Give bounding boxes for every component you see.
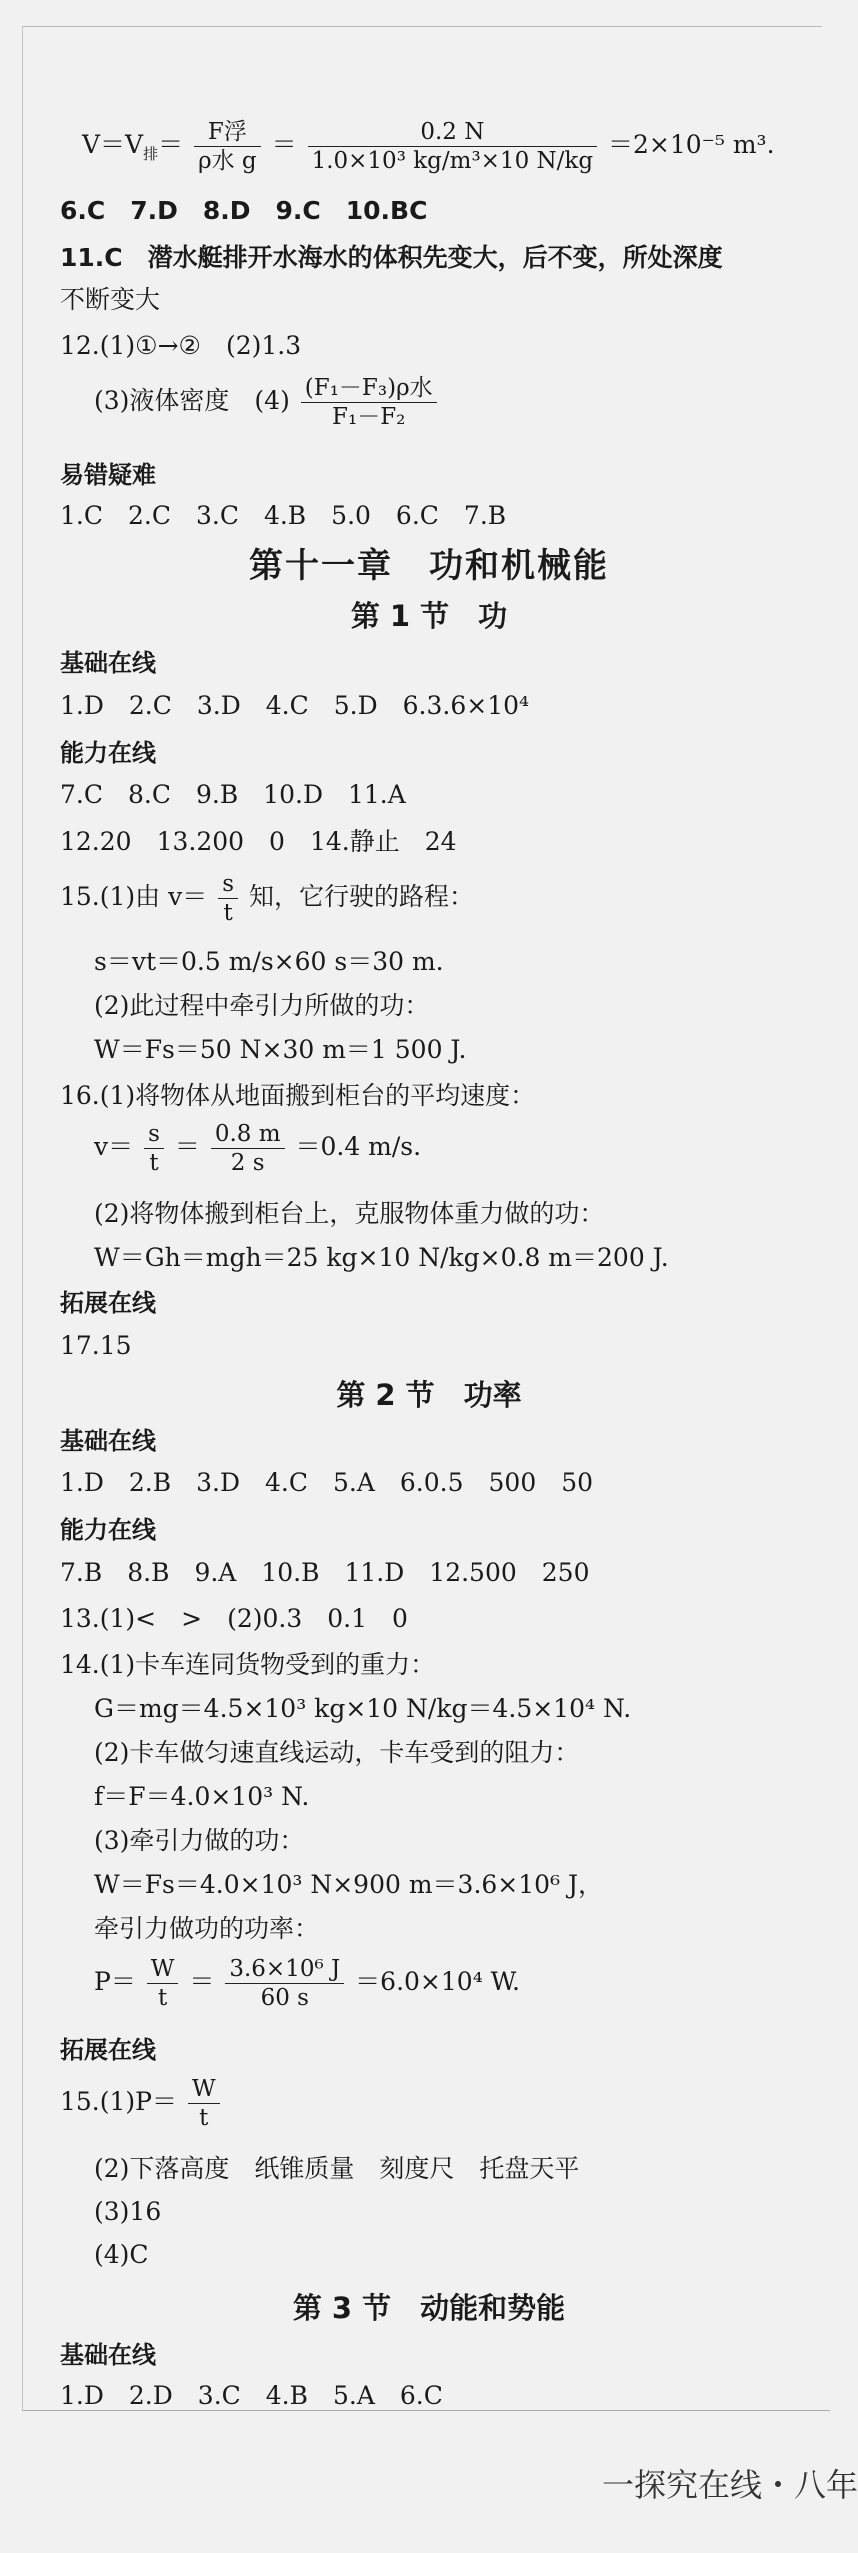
fraction-wt: $\frac{W}{t}$ bbox=[147, 1955, 179, 2012]
answer-17: 17.15 bbox=[60, 1331, 132, 1360]
heading-basic-1: 基础在线 bbox=[60, 649, 156, 677]
s1-basic-answers: 1.D 2.C 3.D 4.C 5.D 6.3.6×10⁴ bbox=[60, 691, 530, 720]
footer-book-title: 一探究在线・八年 bbox=[601, 2466, 858, 2504]
answer-15-line3: (2)此过程中牵引力所做的功： bbox=[94, 991, 430, 1020]
answer-14-line5: (3)牵引力做的功： bbox=[94, 1826, 305, 1855]
answer-15-s2-line2: (2)下落高度 纸锥质量 刻度尺 托盘天平 bbox=[94, 2154, 580, 2183]
answer-14-line3: (2)卡车做匀速直线运动，卡车受到的阻力： bbox=[94, 1738, 580, 1767]
answer-14-line1: 14.(1)卡车连同货物受到的重力： bbox=[60, 1650, 436, 1679]
heading-ability-1: 能力在线 bbox=[60, 739, 156, 767]
heading-ability-2: 能力在线 bbox=[60, 1516, 156, 1544]
answer-15-s2-line3: (3)16 bbox=[94, 2197, 162, 2226]
answer-14-line4: f＝F＝4.0×10³ N. bbox=[94, 1782, 310, 1811]
fraction-values: $\frac{0.2 N}{\text{1.0×10³ kg/m³×10 N/kg}}$ bbox=[308, 118, 597, 175]
heading-basic-2: 基础在线 bbox=[60, 1427, 156, 1455]
fraction-power: $\frac{\text{3.6×10⁶ J}}{60 s}$ bbox=[225, 1955, 344, 2012]
top-rule bbox=[22, 26, 822, 27]
answer-16-line3: (2)将物体搬到柜台上，克服物体重力做的功： bbox=[94, 1199, 605, 1228]
fraction-st: $\frac{s}{t}$ bbox=[144, 1120, 164, 1177]
fraction-p: $\frac{W}{t}$ bbox=[188, 2075, 220, 2132]
heading-basic-3: 基础在线 bbox=[60, 2341, 156, 2369]
answer-11-line2: 不断变大 bbox=[60, 285, 161, 314]
answer-15-s2-line4: (4)C bbox=[94, 2240, 149, 2269]
answers-6-10: 6.C 7.D 8.D 9.C 10.BC bbox=[60, 196, 428, 225]
fraction-buoyancy: $\frac{\text{F浮}}{\text{ρ水 g}}$ bbox=[194, 118, 261, 175]
answer-15-line2: s＝vt＝0.5 m/s×60 s＝30 m. bbox=[94, 947, 444, 976]
fraction-v: $\frac{s}{t}$ bbox=[218, 870, 238, 927]
answer-16-line2: v＝ $\frac{s}{t}$ ＝ $\frac{0.8 m}{2 s}$ ＝0.4 m/s. bbox=[94, 1121, 422, 1176]
left-rule bbox=[22, 26, 23, 2411]
answer-14-line7: 牵引力做功的功率： bbox=[94, 1914, 320, 1943]
answer-12-line2: (3)液体密度 (4) $\frac{\text{(F₁－F₃)ρ水}}{\text{F₁－F₂}}$ bbox=[94, 374, 440, 431]
answer-15-line1: 15.(1)由 v＝ $\frac{s}{t}$ 知，它行驶的路程： bbox=[60, 871, 474, 926]
fraction-density: $\frac{\text{(F₁－F₃)ρ水}}{\text{F₁－F₂}}$ bbox=[301, 374, 437, 431]
answer-16-line4: W＝Gh＝mgh＝25 kg×10 N/kg×0.8 m＝200 J. bbox=[94, 1243, 669, 1272]
answer-13: 13.(1)< > (2)0.3 0.1 0 bbox=[60, 1604, 408, 1633]
s3-basic-answers: 1.D 2.D 3.C 4.B 5.A 6.C bbox=[60, 2381, 443, 2410]
section-3-title: 第 3 节 动能和势能 bbox=[292, 2291, 566, 2325]
answer-15-s2-line1: 15.(1)P＝ $\frac{W}{t}$ bbox=[60, 2075, 223, 2132]
answer-14-line8: P＝ $\frac{W}{t}$ ＝ $\frac{\text{3.6×10⁶ J}}{60 s}$ ＝6.0×10⁴ W. bbox=[94, 1956, 520, 2011]
volume-formula: $V=V_排=$ $\frac{\text{F浮}}{\text{ρ水 g}}$ ＝ $\frac{0.2 N}{\text{1.0×10³ kg/m³×10 N/kg}}$ ＝2×10⁻⁵ m³. bbox=[82, 119, 775, 174]
answer-16-line1: 16.(1)将物体从地面搬到柜台的平均速度： bbox=[60, 1081, 536, 1110]
answer-14-line2: G＝mg＝4.5×10³ kg×10 N/kg＝4.5×10⁴ N. bbox=[94, 1694, 632, 1723]
s2-basic-answers: 1.D 2.B 3.D 4.C 5.A 6.0.5 500 50 bbox=[60, 1468, 594, 1497]
s1-ability-answers-2: 12.20 13.200 0 14.静止 24 bbox=[60, 827, 457, 856]
heading-extend-2: 拓展在线 bbox=[60, 2036, 156, 2064]
section-1-title: 第 1 节 功 bbox=[350, 599, 508, 633]
error-prone-answers: 1.C 2.C 3.C 4.B 5.0 6.C 7.B bbox=[60, 501, 507, 530]
s1-ability-answers-1: 7.C 8.C 9.B 10.D 11.A bbox=[60, 780, 406, 809]
fraction-0-8m-2s: $\frac{0.8 m}{2 s}$ bbox=[211, 1120, 285, 1177]
answer-15-line4: W＝Fs＝50 N×30 m＝1 500 J. bbox=[94, 1035, 467, 1064]
s2-ability-answers: 7.B 8.B 9.A 10.B 11.D 12.500 250 bbox=[60, 1558, 590, 1587]
chapter-title: 第十一章 功和机械能 bbox=[249, 546, 609, 586]
heading-error-prone: 易错疑难 bbox=[60, 461, 156, 489]
section-2-title: 第 2 节 功率 bbox=[336, 1378, 522, 1412]
answer-12-line1: 12.(1)①→② (2)1.3 bbox=[60, 331, 302, 360]
answer-14-line6: W＝Fs＝4.0×10³ N×900 m＝3.6×10⁶ J， bbox=[94, 1870, 604, 1899]
answer-11-line1: 11.C 潜水艇排开水海水的体积先变大，后不变，所处深度 bbox=[60, 243, 723, 272]
heading-extend-1: 拓展在线 bbox=[60, 1289, 156, 1317]
